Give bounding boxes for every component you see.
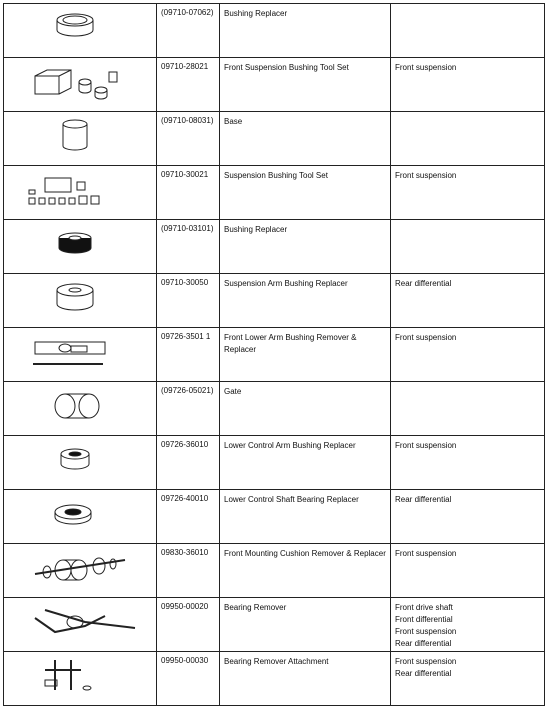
tool-illustration-cell	[4, 166, 157, 220]
application-line: Front differential	[395, 615, 453, 624]
part-number: 09726-40010	[161, 494, 209, 503]
part-number: (09710-08031)	[161, 116, 214, 125]
tool-table	[3, 3, 545, 706]
tool-name: Lower Control Arm Bushing Replacer	[224, 441, 356, 450]
tool-illustration-cell	[4, 382, 157, 436]
table-row	[4, 58, 545, 112]
table-row	[4, 436, 545, 490]
tool-illustration-cell	[4, 112, 157, 166]
application-cell	[391, 544, 545, 598]
application-line: Front suspension	[395, 627, 457, 636]
application-cell	[391, 652, 545, 706]
part-number: 09726-36010	[161, 440, 209, 449]
part-number-cell	[157, 112, 220, 166]
flanged-cup-icon	[15, 436, 145, 480]
part-number-cell	[157, 544, 220, 598]
remover-kit-icon	[15, 328, 145, 372]
application-line: Front suspension	[395, 441, 457, 450]
application-line: Front drive shaft	[395, 603, 453, 612]
table-row	[4, 490, 545, 544]
tool-name-cell	[220, 598, 391, 652]
part-number: 09710-30050	[161, 278, 209, 287]
table-row	[4, 328, 545, 382]
tool-name: Suspension Bushing Tool Set	[224, 171, 328, 180]
part-number-cell	[157, 58, 220, 112]
part-number: 09830-36010	[161, 548, 209, 557]
tool-name: Front Lower Arm Bushing Remover & Replacer	[224, 333, 357, 354]
application-line: Front suspension	[395, 333, 457, 342]
part-number-cell	[157, 382, 220, 436]
table-row	[4, 112, 545, 166]
application-cell	[391, 166, 545, 220]
tool-name: Base	[224, 117, 243, 126]
short-ring-icon	[15, 220, 145, 264]
application-cell	[391, 220, 545, 274]
tool-name: Bushing Replacer	[224, 225, 288, 234]
tool-illustration-cell	[4, 58, 157, 112]
tool-name-cell	[220, 490, 391, 544]
application-line: Rear differential	[395, 669, 452, 678]
tool-name: Front Suspension Bushing Tool Set	[224, 63, 349, 72]
table-row	[4, 274, 545, 328]
tool-name: Suspension Arm Bushing Replacer	[224, 279, 348, 288]
part-number: 09950-00020	[161, 602, 209, 611]
application-cell	[391, 58, 545, 112]
part-number: 09950-00030	[161, 656, 209, 665]
tool-name: Lower Control Shaft Bearing Replacer	[224, 495, 359, 504]
tool-name-cell	[220, 652, 391, 706]
table-row	[4, 220, 545, 274]
table-row	[4, 544, 545, 598]
part-number: 09710-30021	[161, 170, 209, 179]
part-number-cell	[157, 652, 220, 706]
part-number-cell	[157, 598, 220, 652]
application-cell	[391, 112, 545, 166]
part-number-cell	[157, 274, 220, 328]
tool-name: Gate	[224, 387, 242, 396]
application-cell	[391, 382, 545, 436]
part-number: 09726-3501 1	[161, 332, 211, 341]
tool-illustration-cell	[4, 328, 157, 382]
bearing-ring-icon	[15, 490, 145, 534]
gate-cylinder-icon	[15, 382, 145, 426]
tool-name-cell	[220, 274, 391, 328]
tool-name-cell	[220, 112, 391, 166]
tool-illustration-cell	[4, 598, 157, 652]
tool-illustration-cell	[4, 274, 157, 328]
application-cell	[391, 490, 545, 544]
table-row	[4, 598, 545, 652]
tool-name-cell	[220, 382, 391, 436]
table-row	[4, 4, 545, 58]
table-row	[4, 382, 545, 436]
tool-illustration-cell	[4, 220, 157, 274]
application-cell	[391, 598, 545, 652]
tool-name-cell	[220, 166, 391, 220]
tool-set-box-icon	[15, 58, 145, 102]
table-row	[4, 652, 545, 706]
application-cell	[391, 328, 545, 382]
application-line: Front suspension	[395, 549, 457, 558]
application-line: Rear differential	[395, 495, 452, 504]
part-number: (09710-03101)	[161, 224, 214, 233]
part-number: 09710-28021	[161, 62, 209, 71]
tool-illustration-cell	[4, 544, 157, 598]
tool-name-cell	[220, 436, 391, 490]
table-row	[4, 166, 545, 220]
tool-illustration-cell	[4, 436, 157, 490]
tool-name-cell	[220, 58, 391, 112]
part-number-cell	[157, 166, 220, 220]
cylinder-base-icon	[15, 112, 145, 156]
tool-illustration-cell	[4, 4, 157, 58]
application-line: Front suspension	[395, 657, 457, 666]
tool-name: Bushing Replacer	[224, 9, 288, 18]
tool-illustration-cell	[4, 490, 157, 544]
bearing-puller-icon	[15, 598, 145, 642]
tool-name: Bearing Remover	[224, 603, 287, 612]
part-number-cell	[157, 328, 220, 382]
tool-name: Front Mounting Cushion Remover & Replacer	[224, 549, 386, 558]
tool-name-cell	[220, 328, 391, 382]
part-number-cell	[157, 490, 220, 544]
application-cell	[391, 436, 545, 490]
application-line: Front suspension	[395, 63, 457, 72]
part-number-cell	[157, 220, 220, 274]
replacer-cup-icon	[15, 274, 145, 318]
tool-name-cell	[220, 4, 391, 58]
application-cell	[391, 4, 545, 58]
part-number: (09710-07062)	[161, 8, 214, 17]
part-number: (09726-05021)	[161, 386, 214, 395]
tool-illustration-cell	[4, 652, 157, 706]
tool-name-cell	[220, 220, 391, 274]
application-line: Front suspension	[395, 171, 457, 180]
bolt-assembly-icon	[15, 544, 145, 588]
bushing-ring-icon	[15, 4, 145, 48]
attachment-rods-icon	[15, 652, 145, 696]
part-number-cell	[157, 4, 220, 58]
tool-set-parts-icon	[15, 166, 145, 210]
tool-name: Bearing Remover Attachment	[224, 657, 329, 666]
application-line: Rear differential	[395, 639, 452, 648]
application-line: Rear differential	[395, 279, 452, 288]
application-cell	[391, 274, 545, 328]
tool-name-cell	[220, 544, 391, 598]
part-number-cell	[157, 436, 220, 490]
